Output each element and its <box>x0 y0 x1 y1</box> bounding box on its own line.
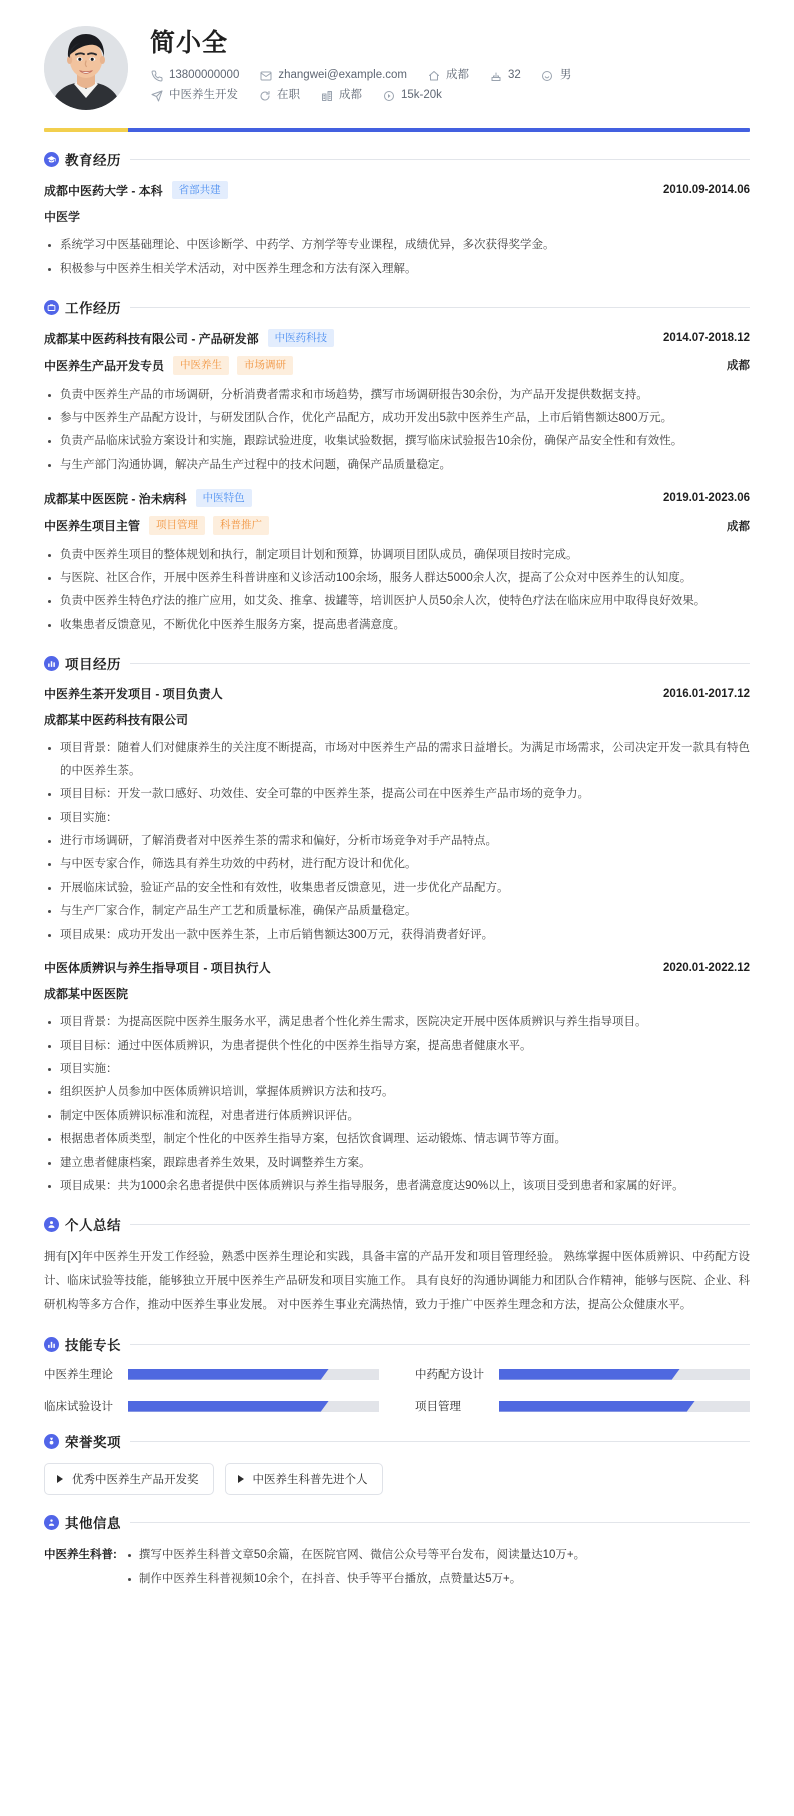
work-company-tag: 中医特色 <box>196 489 252 507</box>
project-entry-left <box>44 959 280 976</box>
home-icon <box>427 69 440 82</box>
section-title-work: 工作经历 <box>65 301 121 317</box>
section-title-summary: 个人总结 <box>65 1218 121 1234</box>
gender-icon <box>541 69 554 82</box>
education-date: 2010.09-2014.06 <box>663 184 750 197</box>
work-city <box>320 89 362 102</box>
section-header-work <box>44 297 750 317</box>
project-company: 成都某中医医院 <box>44 987 129 1002</box>
skills-grid <box>44 1366 750 1414</box>
salary-text: 15k-20k <box>401 88 442 101</box>
skill-row <box>44 1398 379 1414</box>
education-entry-left <box>44 181 236 199</box>
contact-phone-text: 13800000000 <box>169 68 240 81</box>
contact-row-secondary <box>150 89 750 102</box>
list-item: 项目成果：共为1000余名患者提供中医体质辨识与养生指导服务，患者满意度达90%以上，该项目受到患者和家属的好评。 <box>44 1175 750 1197</box>
list-item: 与医院、社区合作，开展中医养生科普讲座和义诊活动100余场，服务人群达5000余人次，提高了公众对中医养生的认知度。 <box>44 567 750 589</box>
section-honors <box>0 1431 794 1495</box>
list-item: 项目背景：为提高医院中医养生服务水平，满足患者个性化养生需求，医院决定开展中医体质辨识与养生指导项目。 <box>44 1011 750 1033</box>
work-position-tag: 科普推广 <box>213 516 269 534</box>
accent-divider <box>44 128 750 132</box>
contact-hometown-text: 成都 <box>446 68 470 81</box>
skill-progress-fill <box>499 1369 680 1380</box>
honor-label: 中医养生科普先进个人 <box>252 1474 368 1487</box>
list-item: 负责产品临床试验方案设计和实施，跟踪试验进度，收集试验数据，撰写临床试验报告10余份，确保产品安全性和有效性。 <box>44 430 750 452</box>
section-header-other-info <box>44 1512 750 1532</box>
section-title-skills: 技能专长 <box>65 1338 121 1354</box>
other-info-list <box>121 1544 750 1591</box>
list-item: 与中医专家合作，筛选具有养生功效的中药材，进行配方设计和优化。 <box>44 853 750 875</box>
status-icon <box>258 89 271 102</box>
skill-row <box>415 1366 750 1382</box>
cake-icon <box>489 69 502 82</box>
page-title: 简小全 <box>150 29 229 57</box>
medal-icon <box>44 1434 59 1449</box>
other-info-label: 中医养生科普: <box>44 1549 117 1562</box>
education-entry <box>44 181 750 280</box>
list-item: 积极参与中医养生相关学术活动，对中医养生理念和方法有深入理解。 <box>44 258 750 280</box>
section-title-honors: 荣誉奖项 <box>65 1435 121 1451</box>
contact-hometown <box>427 69 469 82</box>
work-location: 成都 <box>727 520 750 533</box>
section-education <box>0 149 794 280</box>
section-projects <box>0 653 794 1197</box>
list-item: 负责中医养生特色疗法的推广应用，如艾灸、推拿、拔罐等，培训医护人员50余人次，使特色疗法在临床应用中取得良好效果。 <box>44 590 750 612</box>
skill-progress-fill <box>128 1401 329 1412</box>
project-title: 中医养生茶开发项目 - 项目负责人 <box>44 687 223 702</box>
graduation-cap-icon <box>44 152 59 167</box>
list-item: 参与中医养生产品配方设计，与研发团队合作，优化产品配方，成功开发出5款中医养生产品，上市后销售额达800万元。 <box>44 407 750 429</box>
mail-icon <box>259 69 272 82</box>
list-item: 制定中医体质辨识标准和流程，对患者进行体质辨识评估。 <box>44 1105 750 1127</box>
skill-label: 临床试验设计 <box>44 1401 113 1414</box>
contact-age <box>489 69 521 82</box>
play-triangle-icon <box>238 1475 244 1483</box>
skill-progress-fill <box>128 1369 329 1380</box>
work-company: 成都某中医药科技有限公司 - 产品研发部 <box>44 331 259 346</box>
other-info-bullets <box>121 1544 750 1590</box>
skill-row <box>44 1366 379 1382</box>
list-item: 收集患者反馈意见，不断优化中医养生服务方案，提高患者满意度。 <box>44 614 750 636</box>
section-header-education <box>44 149 750 169</box>
education-tag: 省部共建 <box>172 181 228 199</box>
list-item: 组织医护人员参加中医体质辨识培训，掌握体质辨识方法和技巧。 <box>44 1081 750 1103</box>
skill-label: 中医养生理论 <box>44 1369 113 1382</box>
section-header-skills <box>44 1334 750 1354</box>
education-entry-line <box>44 181 750 199</box>
chart-icon <box>44 656 59 671</box>
work-position-tag: 中医养生 <box>173 356 229 374</box>
list-item: 项目实施： <box>44 1058 750 1080</box>
salary-icon <box>382 89 395 102</box>
list-item: 负责中医养生项目的整体规划和执行，制定项目计划和预算，协调项目团队成员，确保项目按时完成。 <box>44 544 750 566</box>
work-entry-company-line <box>44 329 750 347</box>
section-summary <box>0 1214 794 1317</box>
work-entry-left <box>44 329 342 347</box>
work-bullets <box>44 384 750 477</box>
project-date: 2020.01-2022.12 <box>663 961 750 974</box>
skill-progress-track <box>499 1369 750 1380</box>
summary-text: 拥有[X]年中医养生开发工作经验，熟悉中医养生理论和实践，具备丰富的产品开发和项目管理经验。 熟练掌握中医体质辨识、中药配方设计、临床试验等技能，能够独立开展中医养生产品研发和项目实施工作。 具有良好的沟通协调能力和团队合作精神，能够与医院、企业、科研机构等多方合作，推动中医养生事业发展。 对中医养生事业充满热情，致力于推广中医养生理念和方法，提高公众健康水平。 <box>44 1251 750 1311</box>
skill-label: 中药配方设计 <box>415 1369 484 1382</box>
briefcase-icon <box>44 300 59 315</box>
section-header-honors <box>44 1431 750 1451</box>
user-icon <box>44 1217 59 1232</box>
project-bullets <box>44 737 750 946</box>
work-entry <box>44 489 750 636</box>
section-rule <box>130 159 750 160</box>
work-date: 2014.07-2018.12 <box>663 332 750 345</box>
contact-gender <box>541 69 572 82</box>
list-item: 系统学习中医基础理论、中医诊断学、中药学、方剂学等专业课程，成绩优异，多次获得奖学金。 <box>44 234 750 256</box>
honor-label: 优秀中医养生产品开发奖 <box>72 1474 199 1487</box>
work-city-text: 成都 <box>339 88 362 101</box>
list-item: 制作中医养生科普视频10余个，在抖音、快手等平台播放，点赞量达5万+。 <box>121 1568 750 1590</box>
section-other-info <box>0 1512 794 1591</box>
job-intent <box>150 89 238 102</box>
list-item: 项目背景：随着人们对健康养生的关注度不断提高，市场对中医养生产品的需求日益增长。为满足市场需求，公司决定开发一款具有特色的中医养生茶。 <box>44 737 750 782</box>
skill-progress-fill <box>499 1401 695 1412</box>
section-work <box>0 297 794 636</box>
work-entry-position-line <box>44 356 750 374</box>
list-item: 撰写中医养生科普文章50余篇，在医院官网、微信公众号等平台发布，阅读量达10万+。 <box>121 1544 750 1566</box>
work-position: 中医养生项目主管 <box>44 519 141 534</box>
project-company: 成都某中医药科技有限公司 <box>44 713 189 728</box>
list-item: 进行市场调研，了解消费者对中医养生茶的需求和偏好，分析市场竞争对手产品特点。 <box>44 830 750 852</box>
send-icon <box>150 89 163 102</box>
work-entry-company-line <box>44 489 750 507</box>
section-title-other-info: 其他信息 <box>65 1516 121 1532</box>
contact-email-text: zhangwei@example.com <box>278 68 408 81</box>
list-item: 根据患者体质类型，制定个性化的中医养生指导方案，包括饮食调理、运动锻炼、情志调节等方面。 <box>44 1128 750 1150</box>
work-position-tag: 市场调研 <box>237 356 293 374</box>
skill-progress-track <box>499 1401 750 1412</box>
project-date: 2016.01-2017.12 <box>663 687 750 700</box>
work-entry-position-line <box>44 516 750 534</box>
contact-email <box>259 69 407 82</box>
skill-row <box>415 1398 750 1414</box>
section-rule <box>130 1344 750 1345</box>
section-header-projects <box>44 653 750 673</box>
list-item: 项目目标：通过中医体质辨识，为患者提供个性化的中医养生指导方案，提高患者健康水平。 <box>44 1035 750 1057</box>
work-company: 成都某中医医院 - 治未病科 <box>44 491 187 506</box>
list-item: 建立患者健康档案，跟踪患者养生效果，及时调整养生方案。 <box>44 1152 750 1174</box>
project-entry <box>44 685 750 946</box>
section-rule <box>130 1224 750 1225</box>
section-rule <box>130 1522 750 1523</box>
avatar <box>44 26 128 110</box>
project-entry-line <box>44 959 750 976</box>
skill-progress-track <box>128 1369 379 1380</box>
contact-row-primary <box>150 69 750 82</box>
list-item: 负责中医养生产品的市场调研，分析消费者需求和市场趋势，撰写市场调研报告30余份，为产品开发提供数据支持。 <box>44 384 750 406</box>
list-item: 项目目标：开发一款口感好、功效佳、安全可靠的中医养生茶，提高公司在中医养生产品市场的竞争力。 <box>44 783 750 805</box>
section-header-summary <box>44 1214 750 1234</box>
contact-phone <box>150 69 239 82</box>
info-icon <box>44 1515 59 1530</box>
section-title-education: 教育经历 <box>65 153 121 168</box>
education-major: 中医学 <box>44 210 81 225</box>
contact-gender-text: 男 <box>559 68 572 81</box>
honors-row <box>44 1463 750 1495</box>
work-bullets <box>44 544 750 637</box>
project-title: 中医体质辨识与养生指导项目 - 项目执行人 <box>44 961 271 976</box>
chart-bar-icon <box>44 1337 59 1352</box>
education-bullets <box>44 234 750 280</box>
work-position: 中医养生产品开发专员 <box>44 358 165 373</box>
skill-label: 项目管理 <box>415 1401 461 1414</box>
project-entry-line <box>44 685 750 702</box>
honor-chip[interactable] <box>225 1463 383 1495</box>
project-entry <box>44 959 750 1197</box>
work-company-tag: 中医药科技 <box>268 329 335 347</box>
project-bullets <box>44 1011 750 1197</box>
work-date: 2019.01-2023.06 <box>663 492 750 505</box>
section-rule <box>130 1441 750 1442</box>
job-status-text: 在职 <box>277 88 300 101</box>
skill-progress-track <box>128 1401 379 1412</box>
section-rule <box>130 663 750 664</box>
accent-divider-left <box>44 128 128 132</box>
salary-expectation <box>382 89 442 102</box>
list-item: 与生产厂家合作，制定产品生产工艺和质量标准，确保产品质量稳定。 <box>44 900 750 922</box>
work-entry <box>44 329 750 476</box>
job-intent-text: 中医养生开发 <box>169 88 238 101</box>
list-item: 与生产部门沟通协调，解决产品生产过程中的技术问题，确保产品质量稳定。 <box>44 454 750 476</box>
resume-header <box>0 0 794 110</box>
work-position-left <box>44 356 301 374</box>
work-location: 成都 <box>727 360 750 373</box>
header-info <box>150 26 750 109</box>
accent-divider-right <box>128 128 750 132</box>
list-item: 开展临床试验，验证产品的安全性和有效性，收集患者反馈意见，进一步优化产品配方。 <box>44 877 750 899</box>
other-info-row <box>44 1544 750 1591</box>
education-school: 成都中医药大学 - 本科 <box>44 183 163 198</box>
work-position-tag: 项目管理 <box>149 516 205 534</box>
section-rule <box>130 307 750 308</box>
list-item: 项目成果：成功开发出一款中医养生茶，上市后销售额达300万元，获得消费者好评。 <box>44 924 750 946</box>
work-entry-left <box>44 489 260 507</box>
play-triangle-icon <box>57 1475 63 1483</box>
project-entry-left <box>44 685 232 702</box>
honor-chip[interactable] <box>44 1463 214 1495</box>
work-position-left <box>44 516 277 534</box>
list-item: 项目实施： <box>44 807 750 829</box>
phone-icon <box>150 69 163 82</box>
avatar-photo-icon <box>44 26 128 110</box>
city-icon <box>320 89 333 102</box>
section-title-projects: 项目经历 <box>65 657 121 673</box>
contact-age-text: 32 <box>508 68 521 81</box>
job-status <box>258 89 300 102</box>
section-skills <box>0 1334 794 1414</box>
